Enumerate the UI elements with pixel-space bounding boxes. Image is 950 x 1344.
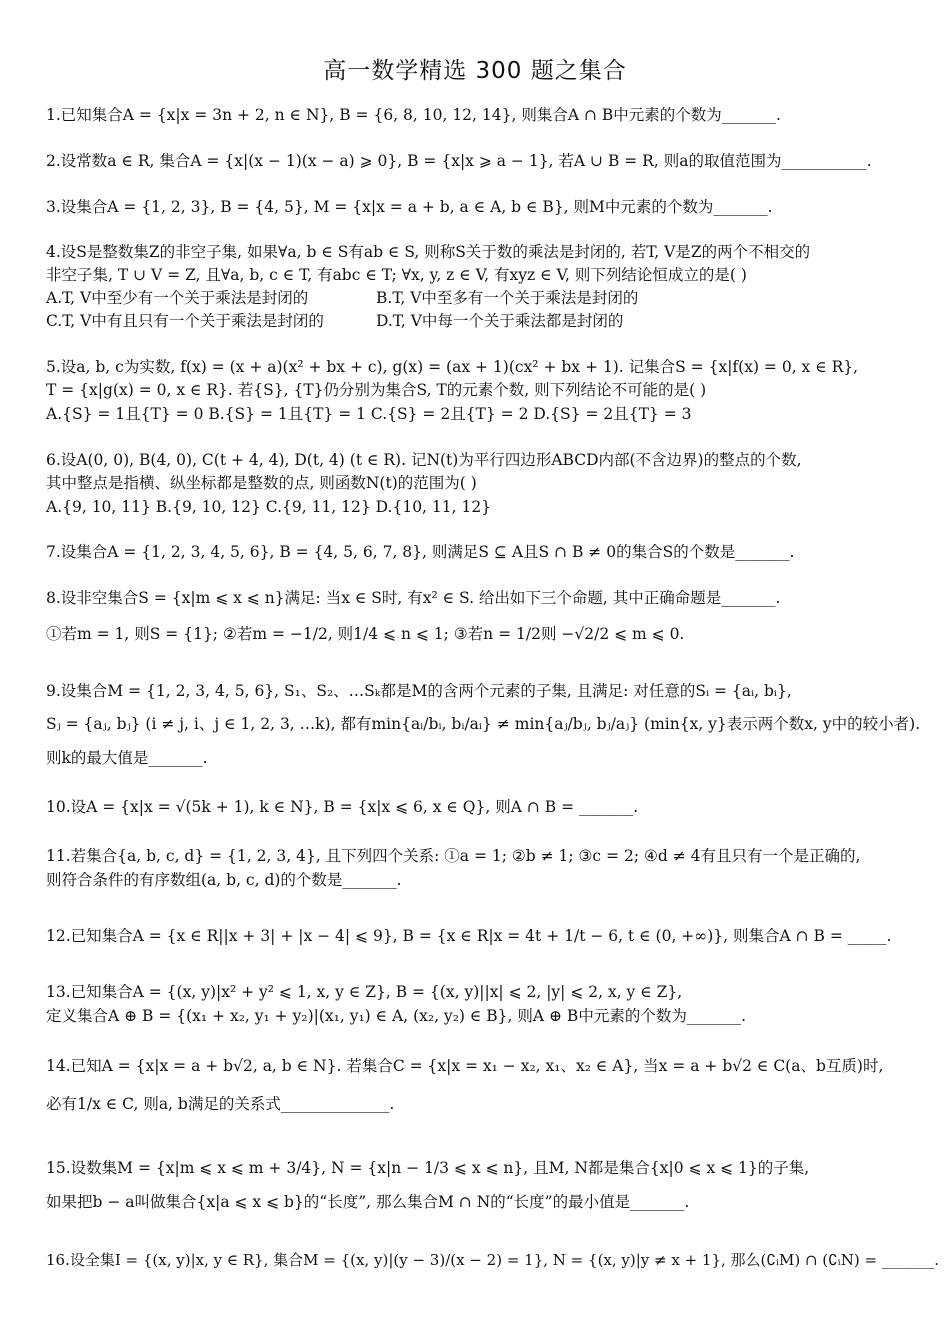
problem-16: 16.设全集I = {(x, y)|x, y ∈ R}, 集合M = {(x, y)|(y − 3)/(x − 2) = 1}, N = {(x, y)|y ≠ x + 1}, 那么(∁ᵢM) ∩ (∁ᵢN) = _______. xyxy=(46,1251,940,1269)
problem-4-option-a: A.T, V中至少有一个关于乘法是封闭的 xyxy=(46,289,309,307)
problem-11-line-1: 11.若集合{a, b, c, d} = {1, 2, 3, 4}, 且下列四个关系: ①a = 1; ②b ≠ 1; ③c = 2; ④d ≠ 4有且只有一个是正确的, xyxy=(46,847,861,865)
problem-4-line-2: 非空子集, T ∪ V = Z, 且∀a, b, c ∈ T, 有abc ∈ T; ∀x, y, z ∈ V, 有xyz ∈ V, 则下列结论恒成立的是( ) xyxy=(46,266,747,284)
problem-8-line-1: 8.设非空集合S = {x|m ⩽ x ⩽ n}满足: 当x ∈ S时, 有x² ∈ S. 给出如下三个命题, 其中正确命题是_______. xyxy=(46,589,781,607)
problem-14-line-1: 14.已知A = {x|x = a + b√2, a, b ∈ N}. 若集合C = {x|x = x₁ − x₂, x₁、x₂ ∈ A}, 当x = a + b√2 ∈ C(a、b互质)时, xyxy=(46,1057,884,1075)
problem-4-option-d: D.T, V中每一个关于乘法都是封闭的 xyxy=(376,312,624,330)
problem-15-line-2: 如果把b − a叫做集合{x|a ⩽ x ⩽ b}的“长度”, 那么集合M ∩ N的“长度”的最小值是_______. xyxy=(46,1193,690,1211)
problem-5-line-2: T = {x|g(x) = 0, x ∈ R}. 若{S}, {T}仍分别为集合S, T的元素个数, 则下列结论不可能的是( ) xyxy=(46,381,707,399)
problem-8-line-2: ①若m = 1, 则S = {1}; ②若m = −1/2, 则1/4 ⩽ n ⩽ 1; ③若n = 1/2则 −√2/2 ⩽ m ⩽ 0. xyxy=(46,625,685,643)
problem-6-options: A.{9, 10, 11} B.{9, 10, 12} C.{9, 11, 12} D.{10, 11, 12} xyxy=(46,498,492,516)
problem-4-option-b: B.T, V中至多有一个关于乘法是封闭的 xyxy=(376,289,639,307)
problem-5-options: A.{S} = 1且{T} = 0 B.{S} = 1且{T} = 1 C.{S} = 2且{T} = 2 D.{S} = 2且{T} = 3 xyxy=(46,405,692,423)
problem-2: 2.设常数a ∈ R, 集合A = {x|(x − 1)(x − a) ⩾ 0}, B = {x|x ⩾ a − 1}, 若A ∪ B = R, 则a的取值范围为___________. xyxy=(46,152,872,170)
problem-14-line-2: 必有1/x ∈ C, 则a, b满足的关系式______________. xyxy=(46,1095,395,1113)
page-title: 高一数学精选 300 题之集合 xyxy=(323,58,627,84)
problem-9-line-3: 则k的最大值是_______. xyxy=(46,749,208,767)
problem-5-line-1: 5.设a, b, c为实数, f(x) = (x + a)(x² + bx + c), g(x) = (ax + 1)(cx² + bx + 1). 记集合S = {x|f(x) = 0, x ∈ R}, xyxy=(46,358,859,376)
problem-13-line-2: 定义集合A ⊕ B = {(x₁ + x₂, y₁ + y₂)|(x₁, y₁) ∈ A, (x₂, y₂) ∈ B}, 则A ⊕ B中元素的个数为_______. xyxy=(46,1007,746,1025)
problem-12: 12.已知集合A = {x ∈ R||x + 3| + |x − 4| ⩽ 9}, B = {x ∈ R|x = 4t + 1/t − 6, t ∈ (0, +∞)}, 则集合A ∩ B = _____. xyxy=(46,927,892,945)
problem-11-line-2: 则符合条件的有序数组(a, b, c, d)的个数是_______. xyxy=(46,871,402,889)
problem-15-line-1: 15.设数集M = {x|m ⩽ x ⩽ m + 3/4}, N = {x|n − 1/3 ⩽ x ⩽ n}, 且M, N都是集合{x|0 ⩽ x ⩽ 1}的子集, xyxy=(46,1159,810,1177)
problem-13-line-1: 13.已知集合A = {(x, y)|x² + y² ⩽ 1, x, y ∈ Z}, B = {(x, y)||x| ⩽ 2, |y| ⩽ 2, x, y ∈ Z}, xyxy=(46,983,683,1001)
problem-4-line-1: 4.设S是整数集Z的非空子集, 如果∀a, b ∈ S有ab ∈ S, 则称S关于数的乘法是封闭的, 若T, V是Z的两个不相交的 xyxy=(46,243,811,261)
problem-6-line-2: 其中整点是指横、纵坐标都是整数的点, 则函数N(t)的范围为( ) xyxy=(46,474,477,492)
problem-1: 1.已知集合A = {x|x = 3n + 2, n ∈ N}, B = {6, 8, 10, 12, 14}, 则集合A ∩ B中元素的个数为_______. xyxy=(46,106,781,124)
problem-9-line-2: Sⱼ = {aⱼ, bⱼ} (i ≠ j, i、j ∈ 1, 2, 3, …k), 都有min{aᵢ/bᵢ, bᵢ/aᵢ} ≠ min{aⱼ/bⱼ, bⱼ/aⱼ} (min{x, y}表示两个数x, y中的较小者). xyxy=(46,715,921,733)
problem-10: 10.设A = {x|x = √(5k + 1), k ∈ N}, B = {x|x ⩽ 6, x ∈ Q}, 则A ∩ B = _______. xyxy=(46,798,639,816)
problem-7: 7.设集合A = {1, 2, 3, 4, 5, 6}, B = {4, 5, 6, 7, 8}, 则满足S ⊆ A且S ∩ B ≠ 0的集合S的个数是_______. xyxy=(46,543,795,561)
problem-4-option-c: C.T, V中有且只有一个关于乘法是封闭的 xyxy=(46,312,324,330)
problem-9-line-1: 9.设集合M = {1, 2, 3, 4, 5, 6}, S₁、S₂、…Sₖ都是M的含两个元素的子集, 且满足: 对任意的Sᵢ = {aᵢ, bᵢ}, xyxy=(46,682,792,700)
problem-6-line-1: 6.设A(0, 0), B(4, 0), C(t + 4, 4), D(t, 4) (t ∈ R). 记N(t)为平行四边形ABCD内部(不含边界)的整点的个数, xyxy=(46,451,802,469)
problem-3: 3.设集合A = {1, 2, 3}, B = {4, 5}, M = {x|x = a + b, a ∈ A, b ∈ B}, 则M中元素的个数为_______. xyxy=(46,198,773,216)
